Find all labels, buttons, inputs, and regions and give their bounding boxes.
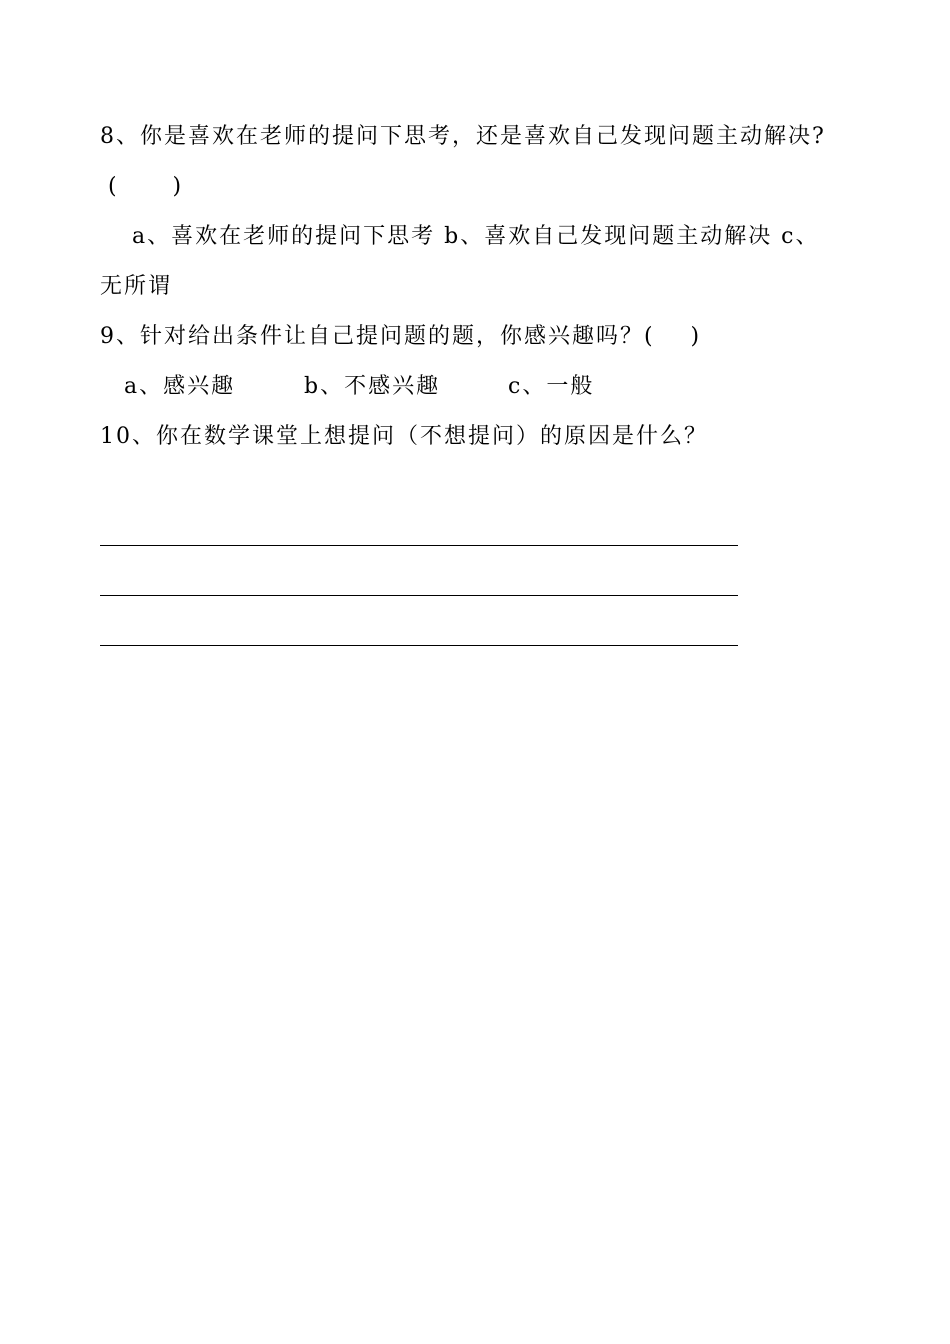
question-9-option-a: a、感兴趣 [124,374,236,399]
question-8-option-c-text: 无所谓 [100,274,173,299]
question-9-text: 9、针对给出条件让自己提问题的题，你感兴趣吗？( ) [100,324,702,349]
question-10-text: 10、你在数学课堂上想提问（不想提问）的原因是什么？ [100,424,708,449]
answer-line-3 [100,645,738,646]
question-9-option-b: b、不感兴趣 [304,374,441,399]
answer-line-1 [100,545,738,546]
question-9-option-c: c、一般 [508,374,595,399]
question-8-answer-blank: ( ) [108,174,184,199]
question-8-text: 8、你是喜欢在老师的提问下思考，还是喜欢自己发现问题主动解决? [100,124,826,149]
answer-line-2 [100,595,738,596]
question-8-options: a、喜欢在老师的提问下思考 b、喜欢自己发现问题主动解决 c、 [132,224,820,249]
